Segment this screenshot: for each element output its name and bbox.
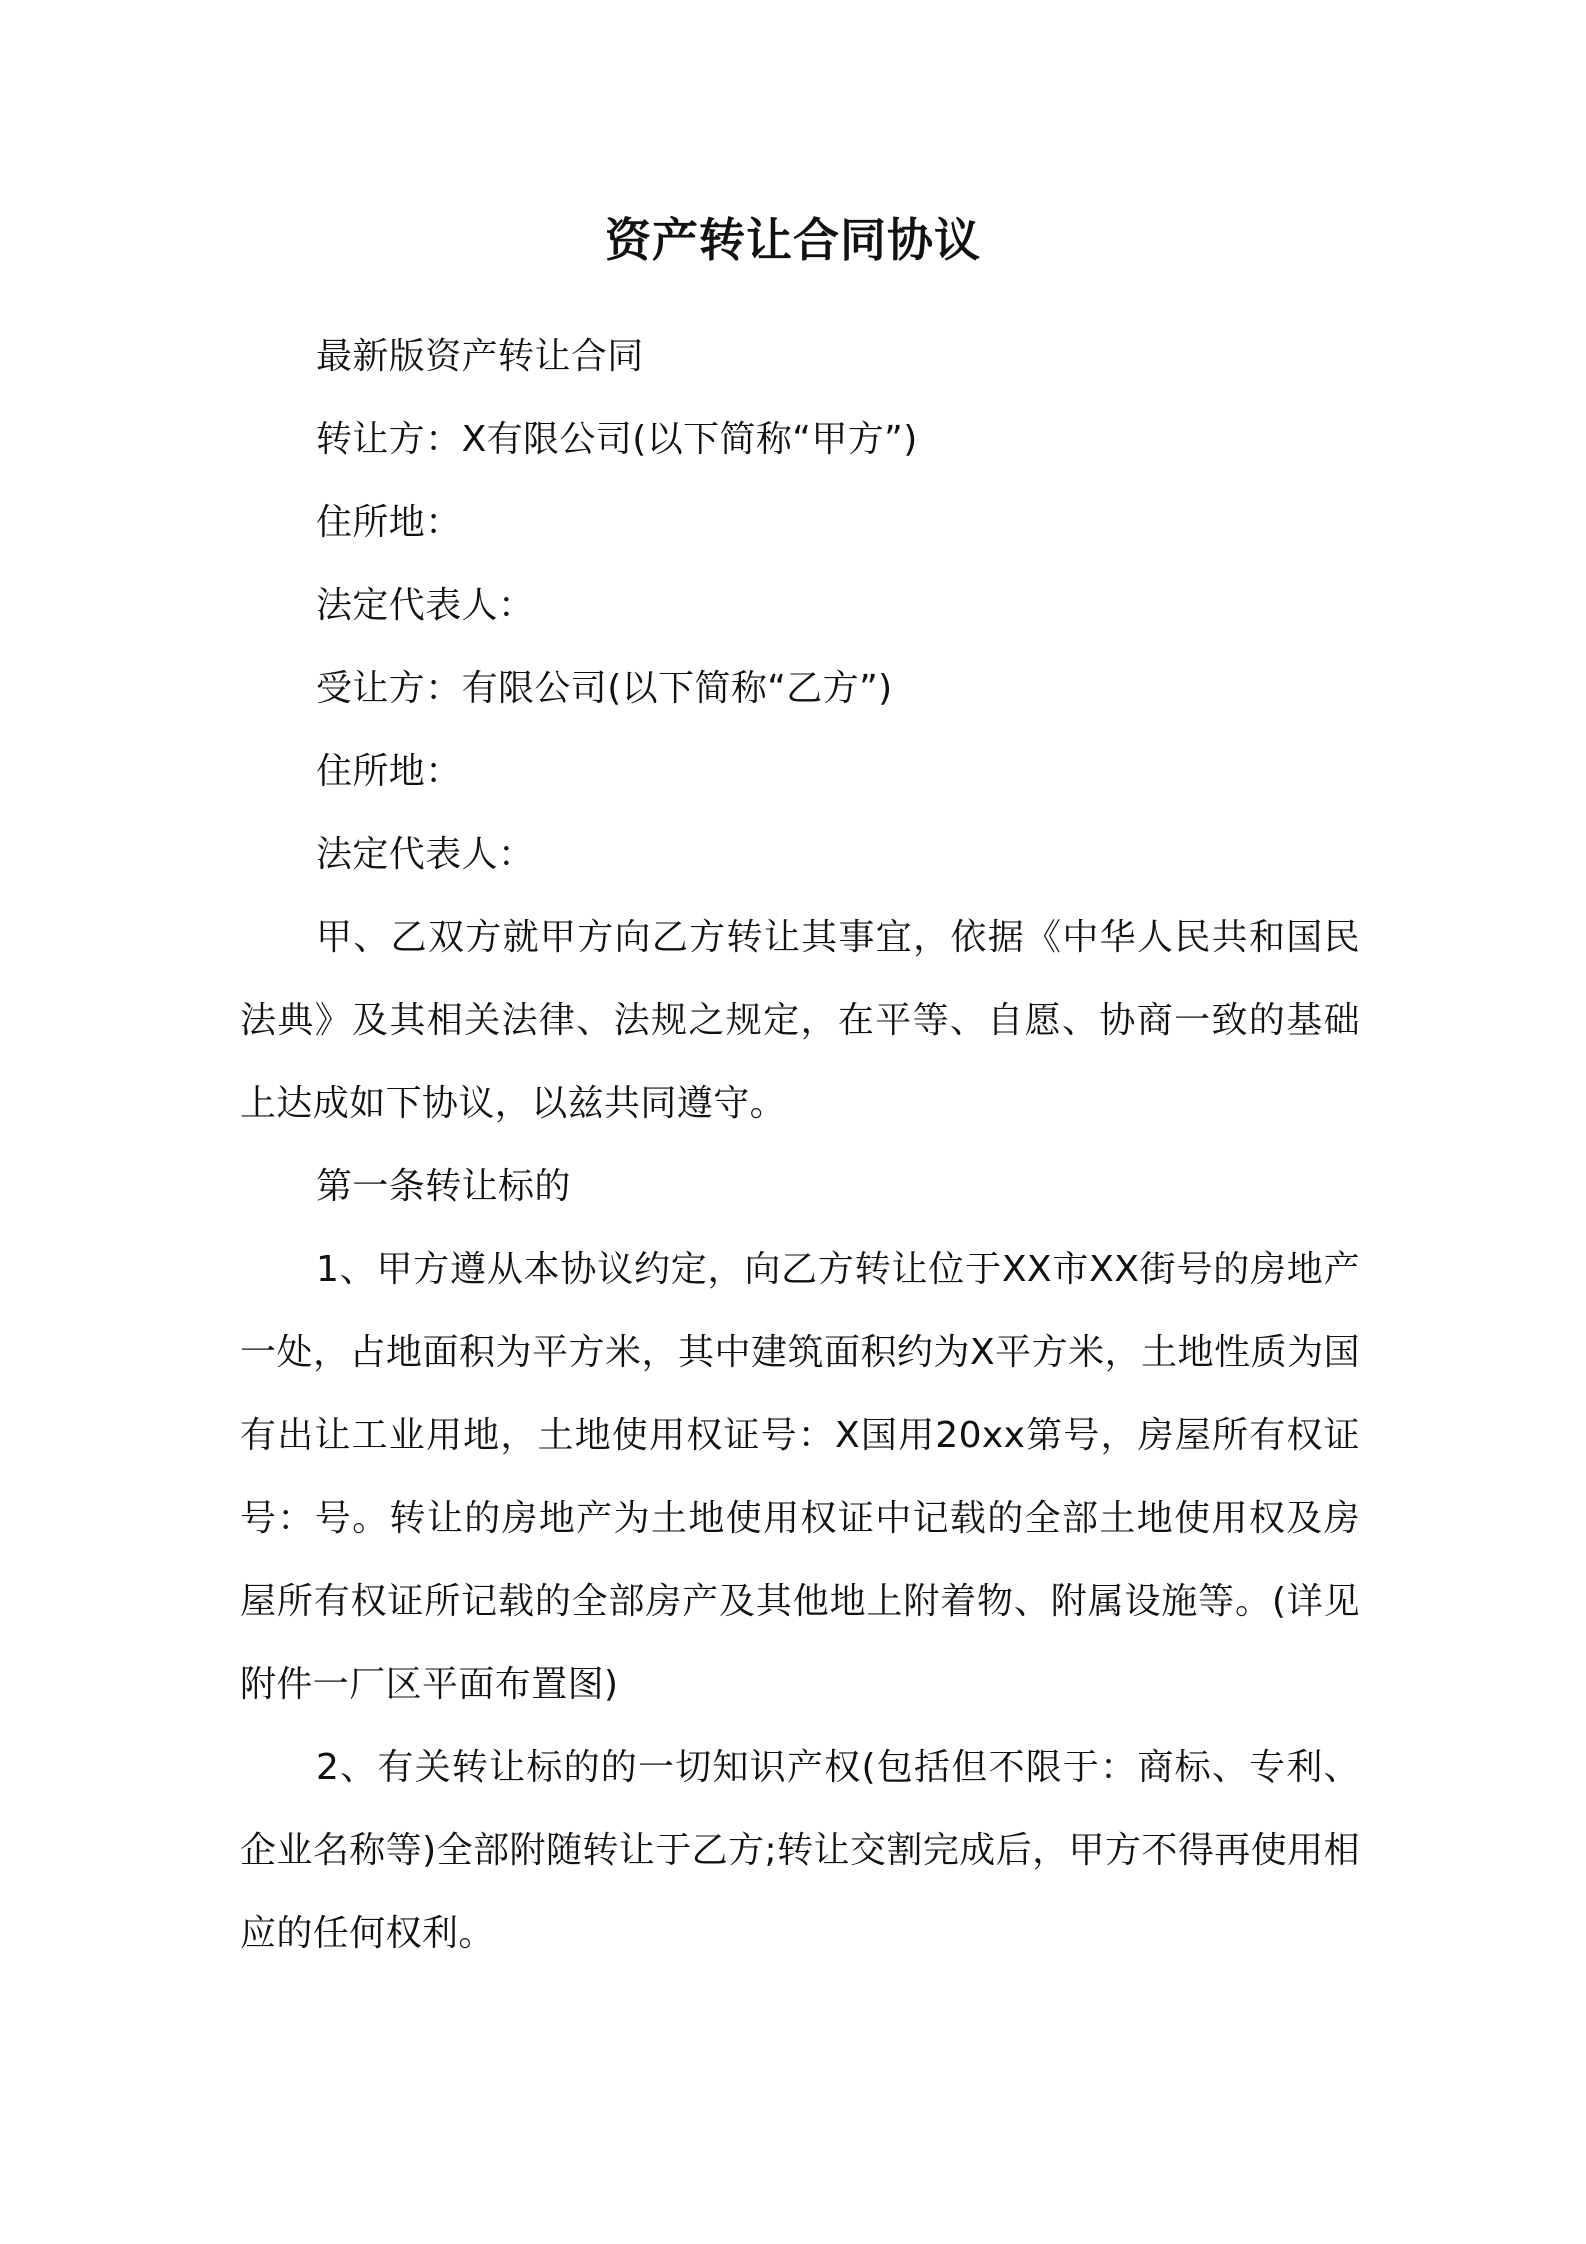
paragraph-subtitle: 最新版资产转让合同	[316, 336, 644, 377]
paragraph-transferee-address: 住所地：	[316, 751, 462, 792]
paragraph-transferee-representative: 法定代表人：	[316, 834, 535, 875]
paragraph-clause-1: 1、甲方遵从本协议约定，向乙方转让位于XX市XX街号的房地产一处，占地面积为平方米，其中建筑面积约为X平方米，土地性质为国有出让工业用地，土地使用权证号：X国用20xx第号，房屋所有权证号：号。转让的房地产为土地使用权证中记载的全部土地使用权及房屋所有权证所记载的全部房产及其他地上附着物、附属设施等。(详见附件一厂区平面布置图)	[240, 1249, 1360, 1705]
document-body	[240, 315, 1360, 1975]
paragraph-transferor-address: 住所地：	[316, 502, 462, 543]
paragraph-transferee: 受让方：有限公司(以下简称“乙方”)	[316, 668, 893, 709]
paragraph-preamble: 甲、乙双方就甲方向乙方转让其事宜，依据《中华人民共和国民法典》及其相关法律、法规之规定，在平等、自愿、协商一致的基础上达成如下协议，以兹共同遵守。	[240, 917, 1360, 1124]
paragraph-transferor-representative: 法定代表人：	[316, 585, 535, 626]
paragraph-clause-2: 2、有关转让标的的一切知识产权(包括但不限于：商标、专利、企业名称等)全部附随转让于乙方;转让交割完成后，甲方不得再使用相应的任何权利。	[240, 1747, 1360, 1954]
document-title: 资产转让合同协议	[605, 213, 981, 267]
paragraph-article-one-heading: 第一条转让标的	[316, 1166, 571, 1207]
paragraph-transferor: 转让方：X有限公司(以下简称“甲方”)	[316, 419, 918, 460]
